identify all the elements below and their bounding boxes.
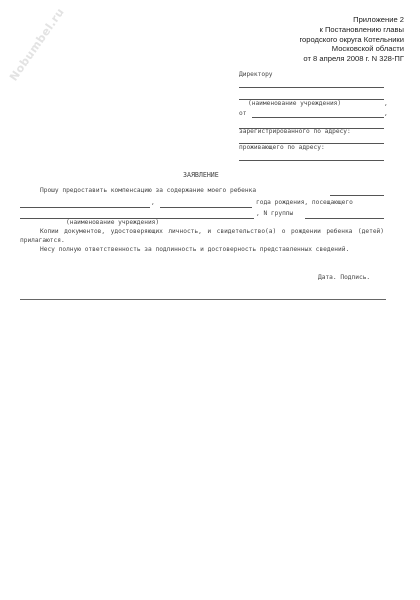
fill-line	[20, 207, 150, 208]
fill-line	[160, 207, 252, 208]
from-label: от	[239, 110, 247, 117]
watermark	[2, 4, 72, 89]
fill-line	[305, 218, 384, 219]
registered-label: зарегистрированного по адресу:	[239, 128, 351, 135]
addressee-to: Директору	[239, 71, 273, 78]
institution-hint: (наименование учреждения)	[248, 100, 342, 107]
appendix-line: Приложение 2	[353, 15, 404, 24]
appendix-line: городского округа Котельники	[299, 34, 404, 44]
document-title: ЗАЯВЛЕНИЕ	[183, 171, 219, 179]
responsibility-paragraph: Несу полную ответственность за подлинность и достоверность представленных сведений.	[40, 246, 350, 253]
bottom-divider	[20, 299, 386, 300]
copies-paragraph: Копии документов, удостоверяющих личность, и свидетельство(а) о рождении ребенка (детей) прилагаются.	[20, 228, 384, 244]
signature-line: Дата. Подпись.	[318, 274, 371, 281]
institution-hint: (наименование учреждения)	[66, 219, 160, 226]
appendix-line: Московской области	[331, 44, 404, 54]
appendix-line: к Постановлению главы	[319, 24, 404, 34]
watermark-text: Nobumbel.ru	[7, 5, 67, 84]
request-text: Прошу предоставить компенсацию за содержание моего ребенка	[40, 187, 257, 194]
birth-year-text: года рождения, посещающего	[256, 199, 353, 206]
group-text: , N группы	[256, 210, 294, 217]
residing-label: проживающего по адресу:	[239, 144, 325, 151]
fill-line	[252, 117, 384, 118]
comma: ,	[384, 110, 388, 117]
appendix-line: от 8 апреля 2008 г. N 328-ПГ	[303, 54, 404, 64]
comma: ,	[384, 100, 388, 107]
fill-line	[330, 195, 384, 196]
fill-line	[239, 87, 384, 88]
appendix-header	[299, 15, 404, 64]
fill-line	[239, 160, 384, 161]
comma: ,	[151, 199, 155, 206]
